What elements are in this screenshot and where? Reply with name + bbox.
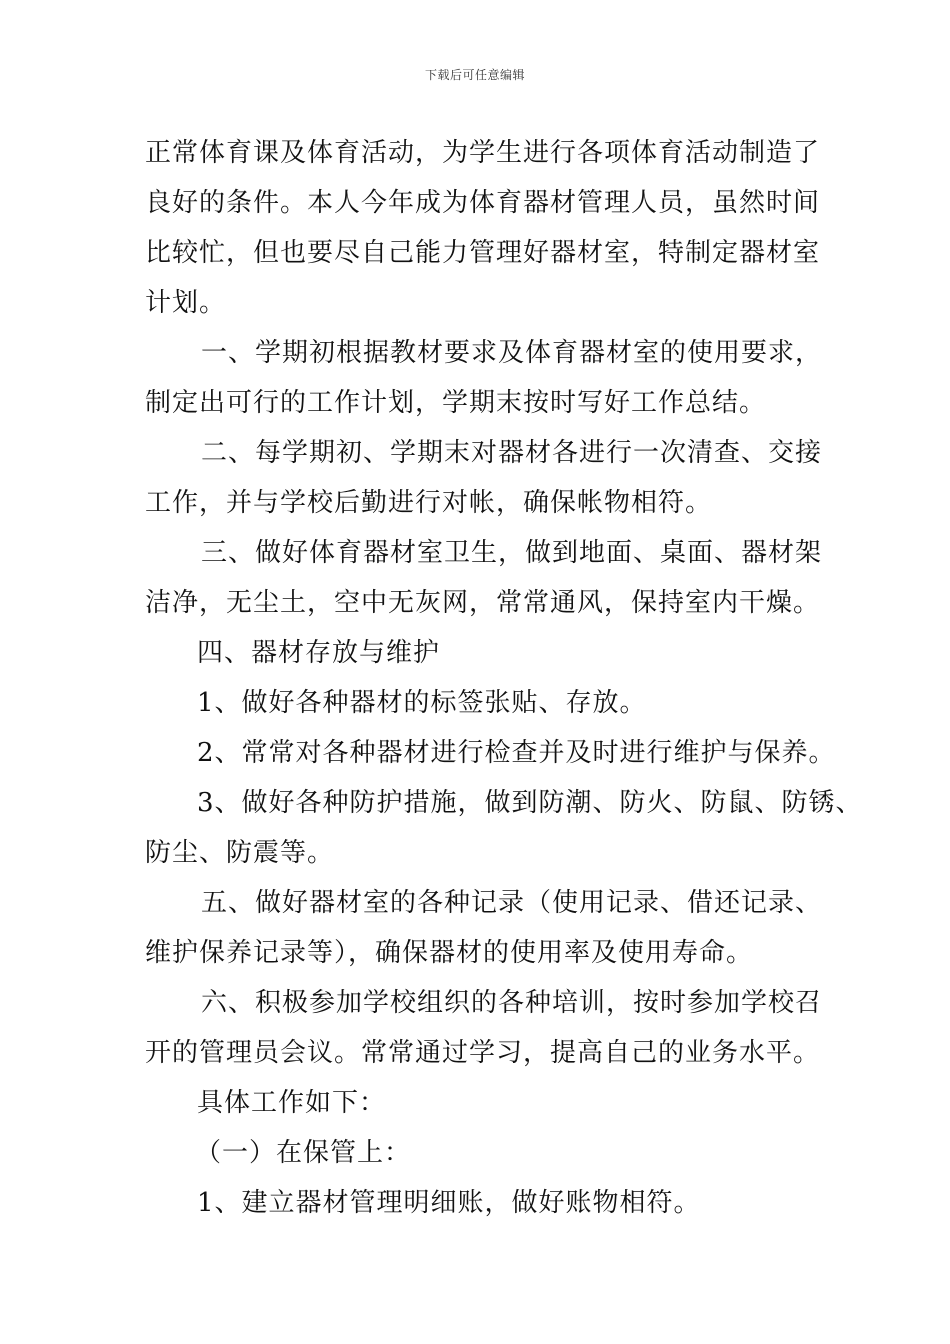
paragraph-line: 良好的条件。本人今年成为体育器材管理人员，虽然时间 xyxy=(145,188,821,218)
section-heading: 具体工作如下： xyxy=(197,1088,387,1118)
paragraph-line: 比较忙，但也要尽自己能力管理好器材室，特制定器材室 xyxy=(145,238,821,268)
paragraph-line: 洁净，无尘土，空中无灰网，常常通风，保持室内干燥。 xyxy=(145,588,821,618)
paragraph-line: 维护保养记录等），确保器材的使用率及使用寿命。 xyxy=(145,938,754,968)
paragraph-line: 正常体育课及体育活动，为学生进行各项体育活动制造了 xyxy=(145,138,821,168)
section-heading: 四、器材存放与维护 xyxy=(197,638,441,668)
paragraph-line: 防尘、防震等。 xyxy=(145,838,335,868)
list-item: 1、建立器材管理明细账，做好账物相符。 xyxy=(197,1188,701,1218)
paragraph-line: 制定出可行的工作计划，学期末按时写好工作总结。 xyxy=(145,388,767,418)
header-note: 下载后可任意编辑 xyxy=(424,68,525,82)
paragraph-line: 五、做好器材室的各种记录（使用记录、借还记录、 xyxy=(201,888,823,918)
paragraph-line: 六、积极参加学校组织的各种培训，按时参加学校召 xyxy=(201,988,823,1018)
paragraph-line: 工作，并与学校后勤进行对帐，确保帐物相符。 xyxy=(145,488,713,518)
document-body xyxy=(145,128,863,1228)
list-item: 2、常常对各种器材进行检查并及时进行维护与保养。 xyxy=(197,738,836,768)
paragraph-line: 三、做好体育器材室卫生，做到地面、桌面、器材架 xyxy=(201,538,823,568)
list-item: 1、做好各种器材的标签张贴、存放。 xyxy=(197,688,647,718)
subsection-heading: （一）在保管上： xyxy=(195,1138,412,1168)
paragraph-line: 计划。 xyxy=(145,288,227,318)
list-item: 3、做好各种防护措施，做到防潮、防火、防鼠、防锈、 xyxy=(197,788,863,818)
paragraph-line: 一、学期初根据教材要求及体育器材室的使用要求， xyxy=(201,338,823,368)
paragraph-line: 开的管理员会议。常常通过学习，提高自己的业务水平。 xyxy=(145,1038,821,1068)
paragraph-line: 二、每学期初、学期末对器材各进行一次清查、交接 xyxy=(201,438,823,468)
